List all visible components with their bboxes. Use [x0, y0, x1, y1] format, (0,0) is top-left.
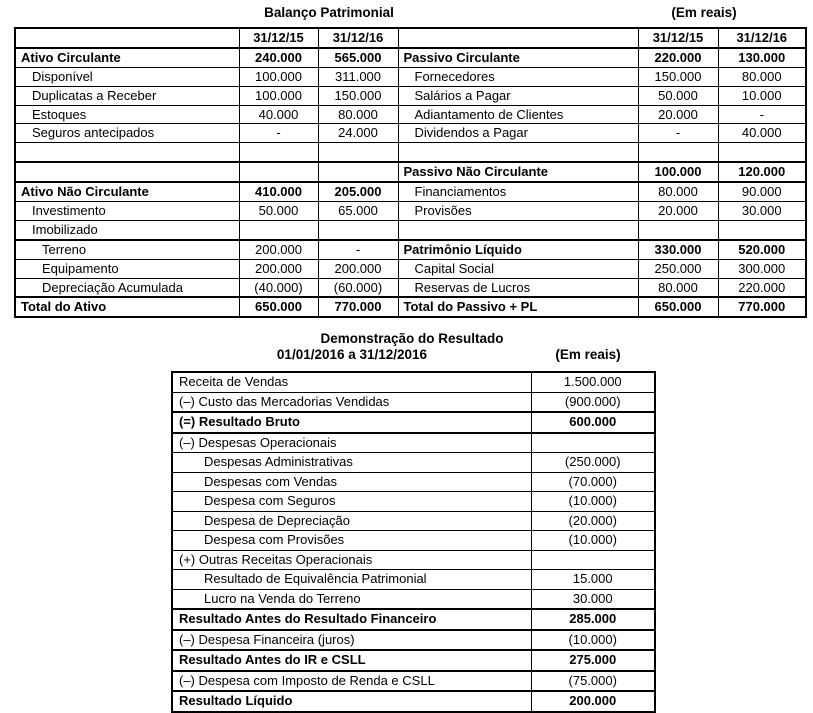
bs-asset-value-2016 — [318, 220, 398, 239]
bs-asset-value-2015: (40.000) — [239, 278, 318, 297]
bs-liability-value-2016: - — [718, 105, 806, 124]
bs-row — [15, 297, 806, 317]
bs-asset-value-2015: 410.000 — [239, 182, 318, 201]
bs-asset-value-2015: 40.000 — [239, 105, 318, 124]
bs-header-empty — [15, 28, 239, 48]
dre-value: (70.000) — [531, 472, 655, 492]
bs-liability-label — [398, 143, 638, 162]
income-statement-currency-note: (Em reais) — [555, 347, 621, 362]
dre-row — [172, 412, 655, 433]
dre-row — [172, 492, 655, 512]
dre-row — [172, 589, 655, 609]
bs-liability-label: Passivo Circulante — [398, 48, 638, 67]
bs-asset-label: Equipamento — [15, 259, 239, 278]
dre-value: (900.000) — [531, 392, 655, 412]
bs-asset-label: Ativo Não Circulante — [15, 182, 239, 201]
bs-liability-value-2016: 520.000 — [718, 240, 806, 259]
bs-header-date: 31/12/15 — [239, 28, 318, 48]
dre-label: Resultado Líquido — [172, 691, 531, 712]
bs-asset-value-2015: 240.000 — [239, 48, 318, 67]
bs-liability-value-2015: 330.000 — [638, 240, 718, 259]
bs-asset-label: Estoques — [15, 105, 239, 124]
bs-liability-value-2015: 220.000 — [638, 48, 718, 67]
bs-asset-label: Seguros antecipados — [15, 124, 239, 143]
bs-asset-value-2015: 50.000 — [239, 202, 318, 221]
bs-liability-value-2016: 40.000 — [718, 124, 806, 143]
bs-row — [15, 105, 806, 124]
bs-asset-value-2016: 150.000 — [318, 86, 398, 105]
dre-label: Despesas Administrativas — [172, 453, 531, 473]
dre-value: 15.000 — [531, 570, 655, 590]
dre-label: Resultado de Equivalência Patrimonial — [172, 570, 531, 590]
bs-asset-value-2015: 200.000 — [239, 240, 318, 259]
bs-liability-value-2016: 10.000 — [718, 86, 806, 105]
dre-value: 275.000 — [531, 650, 655, 671]
bs-header-date: 31/12/16 — [718, 28, 806, 48]
bs-asset-value-2016: (60.000) — [318, 278, 398, 297]
bs-liability-value-2015 — [638, 143, 718, 162]
dre-value: 30.000 — [531, 589, 655, 609]
bs-row — [15, 48, 806, 67]
dre-value: 285.000 — [531, 609, 655, 630]
bs-header-row — [15, 28, 806, 48]
bs-row — [15, 278, 806, 297]
bs-asset-value-2016: 80.000 — [318, 105, 398, 124]
bs-asset-value-2016: 770.000 — [318, 297, 398, 317]
dre-label: (–) Despesas Operacionais — [172, 433, 531, 453]
balance-sheet-title: Balanço Patrimonial — [264, 5, 394, 20]
bs-liability-label: Reservas de Lucros — [398, 278, 638, 297]
bs-row — [15, 182, 806, 201]
dre-value — [531, 433, 655, 453]
dre-label: Resultado Antes do IR e CSLL — [172, 650, 531, 671]
bs-asset-value-2016: 565.000 — [318, 48, 398, 67]
bs-asset-value-2016: 200.000 — [318, 259, 398, 278]
bs-liability-label: Fornecedores — [398, 67, 638, 86]
bs-asset-value-2015: 100.000 — [239, 67, 318, 86]
bs-liability-value-2015: 80.000 — [638, 278, 718, 297]
dre-value: 200.000 — [531, 691, 655, 712]
bs-liability-value-2015: 150.000 — [638, 67, 718, 86]
bs-liability-label: Financiamentos — [398, 182, 638, 201]
bs-liability-value-2016: 220.000 — [718, 278, 806, 297]
dre-value: (10.000) — [531, 531, 655, 551]
dre-row — [172, 511, 655, 531]
bs-asset-value-2016 — [318, 143, 398, 162]
income-statement-table — [171, 371, 656, 713]
bs-asset-label: Total do Ativo — [15, 297, 239, 317]
bs-liability-value-2016 — [718, 220, 806, 239]
dre-label: Resultado Antes do Resultado Financeiro — [172, 609, 531, 630]
dre-label: (–) Custo das Mercadorias Vendidas — [172, 392, 531, 412]
bs-liability-value-2016: 130.000 — [718, 48, 806, 67]
dre-row — [172, 630, 655, 651]
balance-sheet-currency-note: (Em reais) — [671, 5, 737, 20]
dre-row — [172, 570, 655, 590]
dre-label: (=) Resultado Bruto — [172, 412, 531, 433]
bs-liability-value-2015: 100.000 — [638, 162, 718, 182]
bs-asset-value-2015: 650.000 — [239, 297, 318, 317]
bs-asset-value-2015: - — [239, 124, 318, 143]
bs-asset-label: Investimento — [15, 202, 239, 221]
bs-row — [15, 162, 806, 182]
dre-row — [172, 609, 655, 630]
bs-asset-label: Terreno — [15, 240, 239, 259]
bs-liability-label: Adiantamento de Clientes — [398, 105, 638, 124]
dre-label: Despesas com Vendas — [172, 472, 531, 492]
bs-liability-value-2015 — [638, 220, 718, 239]
dre-row — [172, 650, 655, 671]
dre-row — [172, 550, 655, 570]
bs-header-date: 31/12/15 — [638, 28, 718, 48]
dre-label: Despesa com Seguros — [172, 492, 531, 512]
bs-asset-value-2015 — [239, 220, 318, 239]
bs-liability-value-2015: 80.000 — [638, 182, 718, 201]
bs-liability-value-2016: 120.000 — [718, 162, 806, 182]
bs-liability-value-2015: 20.000 — [638, 202, 718, 221]
bs-asset-label — [15, 162, 239, 182]
dre-row — [172, 671, 655, 692]
bs-header-date: 31/12/16 — [318, 28, 398, 48]
bs-liability-label — [398, 220, 638, 239]
bs-liability-value-2015: 250.000 — [638, 259, 718, 278]
bs-row — [15, 67, 806, 86]
bs-row — [15, 124, 806, 143]
bs-liability-label: Provisões — [398, 202, 638, 221]
bs-row — [15, 259, 806, 278]
bs-asset-label — [15, 143, 239, 162]
bs-liability-value-2016 — [718, 143, 806, 162]
dre-value: 600.000 — [531, 412, 655, 433]
dre-label: Lucro na Venda do Terreno — [172, 589, 531, 609]
bs-liability-value-2015: 650.000 — [638, 297, 718, 317]
bs-liability-value-2016: 80.000 — [718, 67, 806, 86]
dre-label: (–) Despesa com Imposto de Renda e CSLL — [172, 671, 531, 692]
dre-value: (75.000) — [531, 671, 655, 692]
dre-row — [172, 472, 655, 492]
bs-liability-label: Dividendos a Pagar — [398, 124, 638, 143]
dre-row — [172, 433, 655, 453]
bs-row — [15, 220, 806, 239]
bs-liability-value-2016: 90.000 — [718, 182, 806, 201]
income-statement-title: Demonstração do Resultado — [320, 331, 504, 346]
dre-value: 1.500.000 — [531, 372, 655, 392]
bs-liability-value-2015: 50.000 — [638, 86, 718, 105]
dre-label: Receita de Vendas — [172, 372, 531, 392]
bs-liability-value-2015: 20.000 — [638, 105, 718, 124]
dre-value: (250.000) — [531, 453, 655, 473]
bs-asset-value-2015: 100.000 — [239, 86, 318, 105]
bs-asset-label: Depreciação Acumulada — [15, 278, 239, 297]
bs-asset-value-2016: 311.000 — [318, 67, 398, 86]
bs-asset-label: Duplicatas a Receber — [15, 86, 239, 105]
bs-liability-value-2016: 30.000 — [718, 202, 806, 221]
dre-value — [531, 550, 655, 570]
dre-row — [172, 531, 655, 551]
dre-value: (10.000) — [531, 492, 655, 512]
bs-row — [15, 86, 806, 105]
bs-asset-value-2015 — [239, 162, 318, 182]
bs-liability-value-2016: 770.000 — [718, 297, 806, 317]
dre-label: Despesa de Depreciação — [172, 511, 531, 531]
bs-liability-label: Salários a Pagar — [398, 86, 638, 105]
bs-header-empty — [398, 28, 638, 48]
bs-asset-value-2015: 200.000 — [239, 259, 318, 278]
bs-asset-label: Imobilizado — [15, 220, 239, 239]
bs-asset-value-2016: 24.000 — [318, 124, 398, 143]
dre-value: (20.000) — [531, 511, 655, 531]
bs-row — [15, 202, 806, 221]
bs-asset-label: Ativo Circulante — [15, 48, 239, 67]
bs-liability-value-2016: 300.000 — [718, 259, 806, 278]
balance-sheet-table — [14, 27, 807, 318]
dre-row — [172, 392, 655, 412]
bs-asset-value-2016: 205.000 — [318, 182, 398, 201]
bs-asset-value-2016 — [318, 162, 398, 182]
bs-row — [15, 240, 806, 259]
bs-asset-value-2016: - — [318, 240, 398, 259]
dre-row — [172, 453, 655, 473]
bs-asset-label: Disponível — [15, 67, 239, 86]
bs-liability-label: Patrimônio Líquido — [398, 240, 638, 259]
income-statement-period: 01/01/2016 a 31/12/2016 — [276, 347, 428, 362]
dre-label: Despesa com Provisões — [172, 531, 531, 551]
bs-liability-label: Total do Passivo + PL — [398, 297, 638, 317]
dre-label: (+) Outras Receitas Operacionais — [172, 550, 531, 570]
bs-liability-label: Capital Social — [398, 259, 638, 278]
bs-row — [15, 143, 806, 162]
bs-liability-value-2015: - — [638, 124, 718, 143]
dre-row — [172, 372, 655, 392]
bs-liability-label: Passivo Não Circulante — [398, 162, 638, 182]
bs-asset-value-2015 — [239, 143, 318, 162]
dre-value: (10.000) — [531, 630, 655, 651]
dre-label: (–) Despesa Financeira (juros) — [172, 630, 531, 651]
dre-row — [172, 691, 655, 712]
bs-asset-value-2016: 65.000 — [318, 202, 398, 221]
